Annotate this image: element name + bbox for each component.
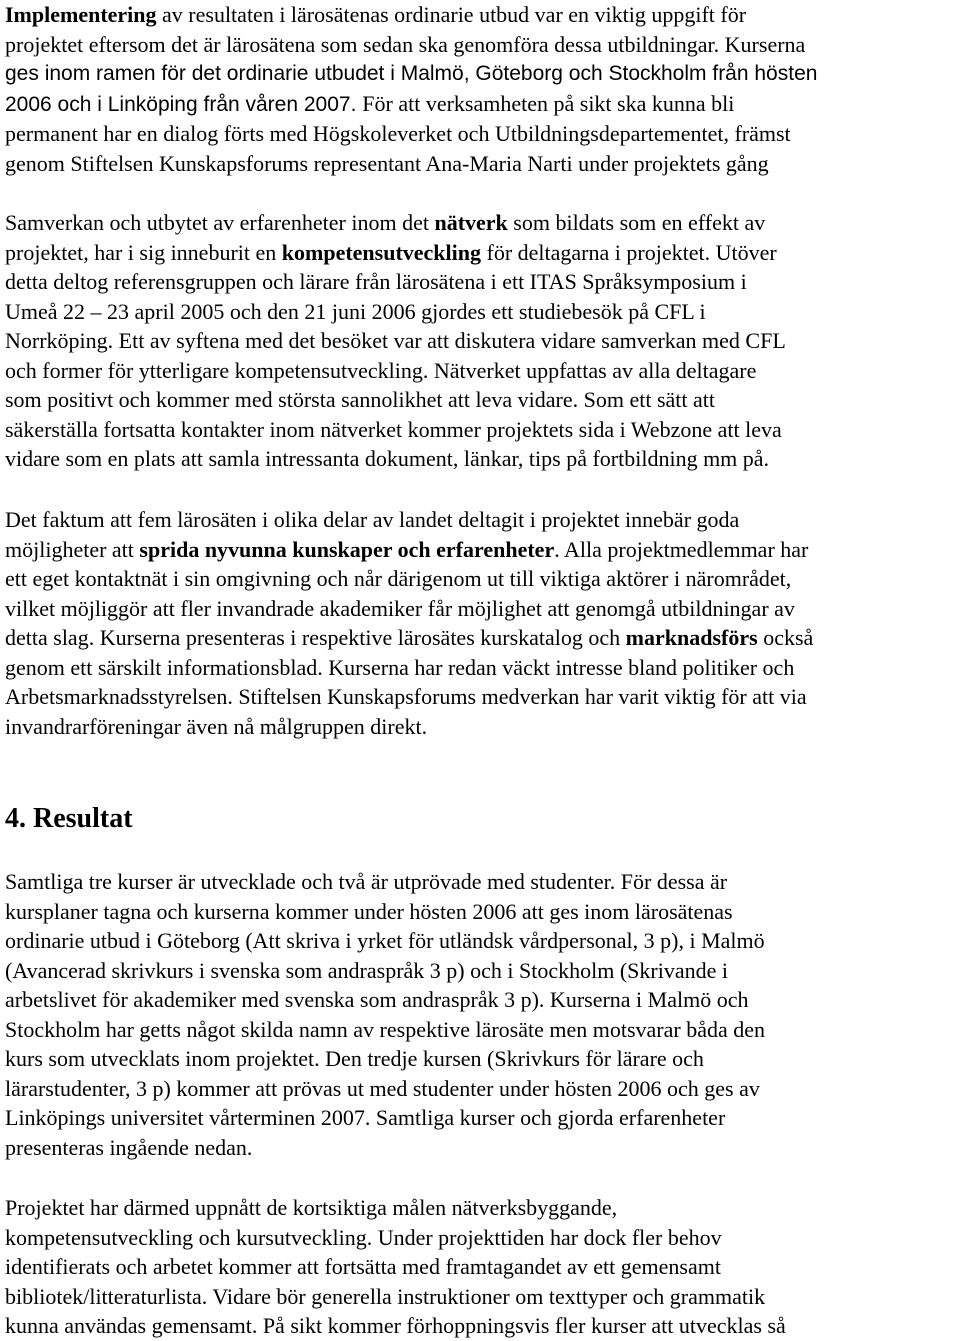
- text-line: (Avancerad skrivkurs i svenska som andraspråk 3 p) och i Stockholm (Skrivande i: [5, 957, 728, 983]
- text-line: permanent har en dialog förts med Högskoleverket och Utbildningsdepartementet, främst: [5, 121, 791, 146]
- paragraph-implementation: [5, 0, 817, 178]
- text-segment: För att verksamheten på sikt ska kunna bli: [362, 90, 735, 116]
- text-line: säkerställa fortsatta kontakter inom nätverket kommer projektets sida i Webzone att leva: [5, 416, 782, 442]
- text-line: kunna användas gemensamt. På sikt kommer förhoppningsvis fler kurser att utvecklas så: [5, 1313, 786, 1338]
- text-line: [5, 208, 786, 238]
- text-line: som positivt och kommer med största sannolikhet att leva vidare. Som ett sätt att: [5, 387, 715, 412]
- text-line: detta deltog referensgruppen och lärare från lärosätena i ett ITAS Språksymposium i: [5, 269, 747, 294]
- bold-term-natverk: nätverk: [434, 210, 508, 235]
- text-segment: projektet, har i sig inneburit en: [5, 239, 282, 265]
- text-line: ordinarie utbud i Göteborg (Att skriva i yrket för utländsk vårdpersonal, 3 p), i Malmö: [5, 928, 765, 953]
- text-line: och former för ytterligare kompetensutveckling. Nätverket uppfattas av alla deltagare: [5, 357, 757, 383]
- text-segment: också: [757, 625, 814, 650]
- text-line: kurs som utvecklats inom projektet. Den tredje kursen (Skrivkurs för lärare och: [5, 1046, 704, 1071]
- bold-term-kompetensutveckling: kompetensutveckling: [281, 239, 482, 265]
- text-segment: som bildats som en effekt av: [507, 210, 766, 235]
- text-line: [5, 0, 817, 30]
- text-line: projektet eftersom det är lärosätena som sedan ska genomföra dessa utbildningar. Kurserna: [5, 31, 806, 57]
- text-segment: . Alla projektmedlemmar har: [554, 536, 809, 562]
- text-line: invandrarföreningar även nå målgruppen direkt.: [5, 713, 428, 739]
- text-line: [5, 89, 817, 120]
- bold-term-implementering: Implementering: [5, 2, 157, 27]
- bold-term-sprida: sprida nyvunna kunskaper och erfarenheter: [139, 536, 555, 562]
- text-line: arbetslivet för akademiker med svenska som andraspråk 3 p). Kurserna i Malmö och: [5, 987, 749, 1012]
- text-line: vidare som en plats att samla intressanta dokument, länkar, tips på fortbildning mm på.: [5, 446, 770, 471]
- text-line: presenteras ingående nedan.: [5, 1134, 253, 1160]
- text-line: Stockholm har getts något skilda namn av respektive lärosäte men motsvarar båda den: [5, 1016, 765, 1042]
- text-line: Linköpings universitet vårterminen 2007. Samtliga kurser och gjorda erfarenheter: [5, 1105, 726, 1130]
- text-line: genom ett särskilt informationsblad. Kurserna har redan väckt intresse bland politiker och: [5, 654, 795, 680]
- text-line: kompetensutveckling och kursutveckling. Under projekttiden har dock fler behov: [5, 1224, 722, 1250]
- text-line: vilket möjliggör att fler invandrade akademiker får möjlighet att genomgå utbildningar av: [5, 595, 795, 621]
- text-line: Umeå 22 – 23 april 2005 och den 21 juni 2006 gjordes ett studiebesök på CFL i: [5, 298, 706, 324]
- paragraph-results: [5, 867, 765, 1162]
- text-segment: 2006 och i Linköping från våren 2007.: [5, 92, 363, 116]
- paragraph-dissemination: [5, 505, 813, 741]
- text-line: bibliotek/litteraturlista. Vidare bör generella instruktioner om texttyper och grammatik: [5, 1283, 766, 1309]
- text-segment: Samverkan och utbytet av erfarenheter inom det: [5, 210, 435, 235]
- text-line: Projektet har därmed uppnått de kortsiktiga målen nätverksbyggande,: [5, 1195, 618, 1220]
- text-line: [5, 623, 813, 653]
- text-segment: detta slag. Kurserna presenteras i respektive lärosätes kurskatalog och: [5, 625, 626, 650]
- text-line: [5, 535, 813, 565]
- text-line: Det faktum att fem lärosäten i olika delar av landet deltagit i projektet innebär goda: [5, 507, 740, 532]
- text-line: ett eget kontaktnät i sin omgivning och når därigenom ut till viktiga aktörer i närområdet,: [5, 566, 792, 591]
- text-line: genom Stiftelsen Kunskapsforums representant Ana-Maria Narti under projektets gång: [5, 150, 769, 176]
- text-line: [5, 238, 786, 268]
- text-line: lärarstudenter, 3 p) kommer att prövas ut med studenter under hösten 2006 och ges av: [5, 1075, 760, 1101]
- text-segment: av resultaten i lärosätenas ordinarie utbud var en viktig uppgift för: [156, 2, 747, 27]
- text-line: kursplaner tagna och kurserna kommer under hösten 2006 att ges inom lärosätenas: [5, 898, 733, 924]
- text-segment: möjligheter att: [5, 536, 140, 562]
- text-line: ges inom ramen för det ordinarie utbudet i Malmö, Göteborg och Stockholm från hösten: [5, 62, 818, 85]
- text-line: Norrköping. Ett av syftena med det besöket var att diskutera vidare samverkan med CFL: [5, 328, 786, 353]
- paragraph-goals: [5, 1193, 786, 1341]
- bold-term-marknadsfors: marknadsförs: [625, 625, 758, 650]
- text-segment: för deltagarna i projektet. Utöver: [481, 239, 777, 265]
- text-line: identifierats och arbetet kommer att fortsätta med framtagandet av ett gemensamt: [5, 1254, 721, 1279]
- section-heading-resultat: 4. Resultat: [5, 803, 133, 834]
- paragraph-network: [5, 208, 786, 474]
- text-line: Arbetsmarknadsstyrelsen. Stiftelsen Kunskapsforums medverkan har varit viktig för att via: [5, 684, 807, 709]
- text-line: Samtliga tre kurser är utvecklade och två är utprövade med studenter. För dessa är: [5, 869, 728, 894]
